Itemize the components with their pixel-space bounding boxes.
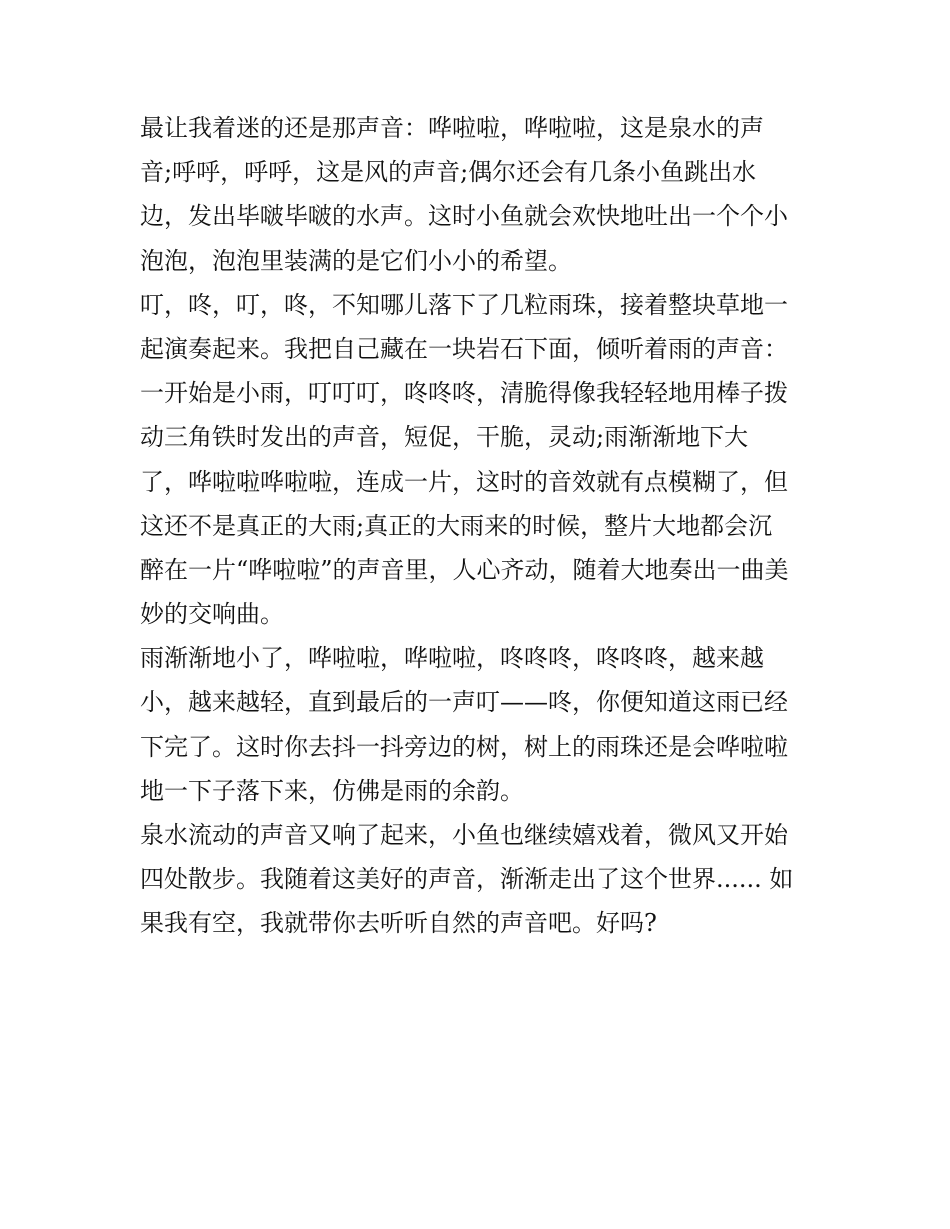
text-line: 地一下子落下来，仿佛是雨的余韵。: [140, 776, 524, 805]
text-line: 下完了。这时你去抖一抖旁边的树，树上的雨珠还是会哗啦啦: [140, 732, 788, 761]
text-line: 音;呼呼，呼呼，这是风的声音;偶尔还会有几条小鱼跳出水: [140, 158, 757, 187]
text-line: 小，越来越轻，直到最后的一声叮——咚，你便知道这雨已经: [140, 688, 788, 717]
text-line: 最让我着迷的还是那声音：哗啦啦，哗啦啦，这是泉水的声: [140, 114, 764, 142]
essay-body: [140, 106, 820, 946]
text-line: 雨渐渐地小了，哗啦啦，哗啦啦，咚咚咚，咚咚咚，越来越: [140, 644, 764, 673]
text-line: 四处散步。我随着这美好的声音，渐渐走出了这个世界...... 如: [140, 865, 794, 894]
text-line: 妙的交响曲。: [140, 600, 284, 629]
text-line: 叮，咚，叮，咚，不知哪儿落下了几粒雨珠，接着整块草地一: [140, 290, 788, 319]
text-line: 起演奏起来。我把自己藏在一块岩石下面，倾听着雨的声音：: [140, 334, 788, 363]
text-line: 边，发出毕啵毕啵的水声。这时小鱼就会欢快地吐出一个个小: [140, 202, 788, 231]
text-line: 了，哗啦啦哗啦啦，连成一片，这时的音效就有点模糊了，但: [140, 467, 788, 496]
text-line: 泉水流动的声音又响了起来，小鱼也继续嬉戏着，微风又开始: [140, 821, 788, 849]
text-line: 这还不是真正的大雨;真正的大雨来的时候，整片大地都会沉: [140, 511, 773, 540]
text-line: 果我有空，我就带你去听听自然的声音吧。好吗?: [140, 909, 657, 938]
text-line: 醉在一片“哗啦啦”的声音里，人心齐动，随着大地奏出一曲美: [140, 555, 789, 584]
text-line: 一开始是小雨，叮叮叮，咚咚咚，清脆得像我轻轻地用棒子拨: [140, 379, 788, 408]
text-line: 泡泡，泡泡里装满的是它们小小的希望。: [140, 246, 572, 275]
text-line: 动三角铁时发出的声音，短促，干脆，灵动;雨渐渐地下大: [140, 423, 749, 452]
